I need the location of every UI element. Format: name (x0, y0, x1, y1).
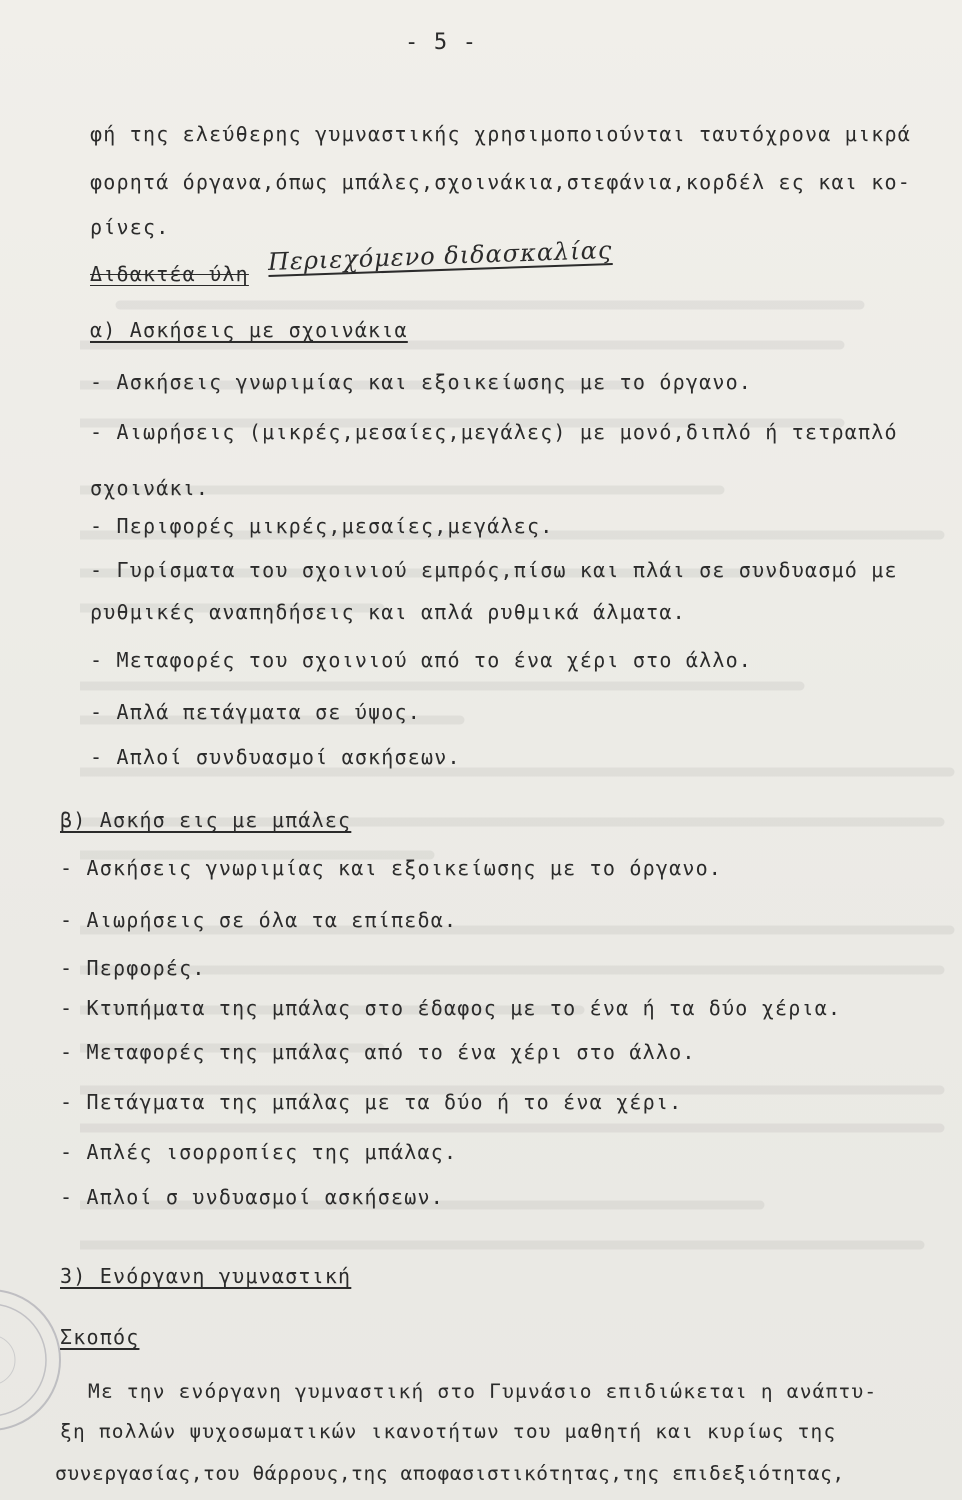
list-item: - Απλοί σ υνδυασμοί ασκήσεων. (60, 1185, 444, 1209)
list-item: - Μεταφορές της μπάλας από το ένα χέρι στο άλλο. (60, 1040, 696, 1064)
paragraph-line: ρίνες. (90, 215, 170, 239)
list-item: - Ασκήσεις γνωριμίας και εξοικείωσης με το όργανο. (90, 370, 753, 394)
section-label-struck: Διδακτέα ύλη (90, 262, 249, 286)
list-item: - Περιφορές μικρές,μεσαίες,μεγάλες. (90, 514, 554, 538)
page-number: - 5 - (405, 30, 478, 55)
paragraph-line: φή της ελεύθερης γυμναστικής χρησιμοποιούνται ταυτόχρονα μικρά (90, 122, 911, 146)
list-item: - Πετάγματα της μπάλας με τα δύο ή το ένα χέρι. (60, 1090, 683, 1114)
paragraph-line: συνεργασίας,του θάρρους,της αποφασιστικότητας,της επιδεξιότητας, (55, 1462, 845, 1485)
paragraph-line: Με την ενόργανη γυμναστική στο Γυμνάσιο επιδιώκεται η ανάπτυ- (88, 1380, 878, 1403)
list-item: - Αιωρήσεις (μικρές,μεσαίες,μεγάλες) με μονό,διπλό ή τετραπλό (90, 420, 898, 444)
list-item: σχοινάκι. (90, 476, 210, 500)
handwritten-section-title: Περιεχόμενο διδασκαλίας (267, 235, 613, 276)
rope-heading: α) Ασκήσεις με σχοινάκια (90, 318, 408, 342)
list-item: - Περφορές. (60, 956, 206, 980)
paragraph-line: ξη πολλών ψυχοσωματικών ικανοτήτων του μαθητή και κυρίως της (60, 1420, 837, 1443)
list-item: - Κτυπήματα της μπάλας στο έδαφος με το ένα ή τα δύο χέρια. (60, 996, 842, 1020)
list-item: - Απλές ισορροπίες της μπάλας. (60, 1140, 458, 1164)
list-item: - Γυρίσματα του σχοινιού εμπρός,πίσω και πλάι σε συνδυασμό με (90, 558, 898, 582)
paragraph-line: φορητά όργανα,όπως μπάλες,σχοινάκια,στεφάνια,κορδέλ ες και κο- (90, 170, 911, 194)
list-item: - Ασκήσεις γνωριμίας και εξοικείωσης με το όργανο. (60, 856, 723, 880)
apparatus-heading: 3) Ενόργανη γυμναστική (60, 1264, 352, 1288)
ball-heading: β) Ασκήσ εις με μπάλες (60, 808, 352, 832)
list-item: - Αιωρήσεις σε όλα τα επίπεδα. (60, 908, 458, 932)
list-item: - Απλά πετάγματα σε ύψος. (90, 700, 422, 724)
list-item: - Απλοί συνδυασμοί ασκήσεων. (90, 745, 461, 769)
list-item: ρυθμικές αναπηδήσεις και απλά ρυθμικά άλματα. (90, 600, 686, 624)
list-item: - Μεταφορές του σχοινιού από το ένα χέρι στο άλλο. (90, 648, 753, 672)
goal-subheading: Σκοπός (60, 1325, 140, 1349)
